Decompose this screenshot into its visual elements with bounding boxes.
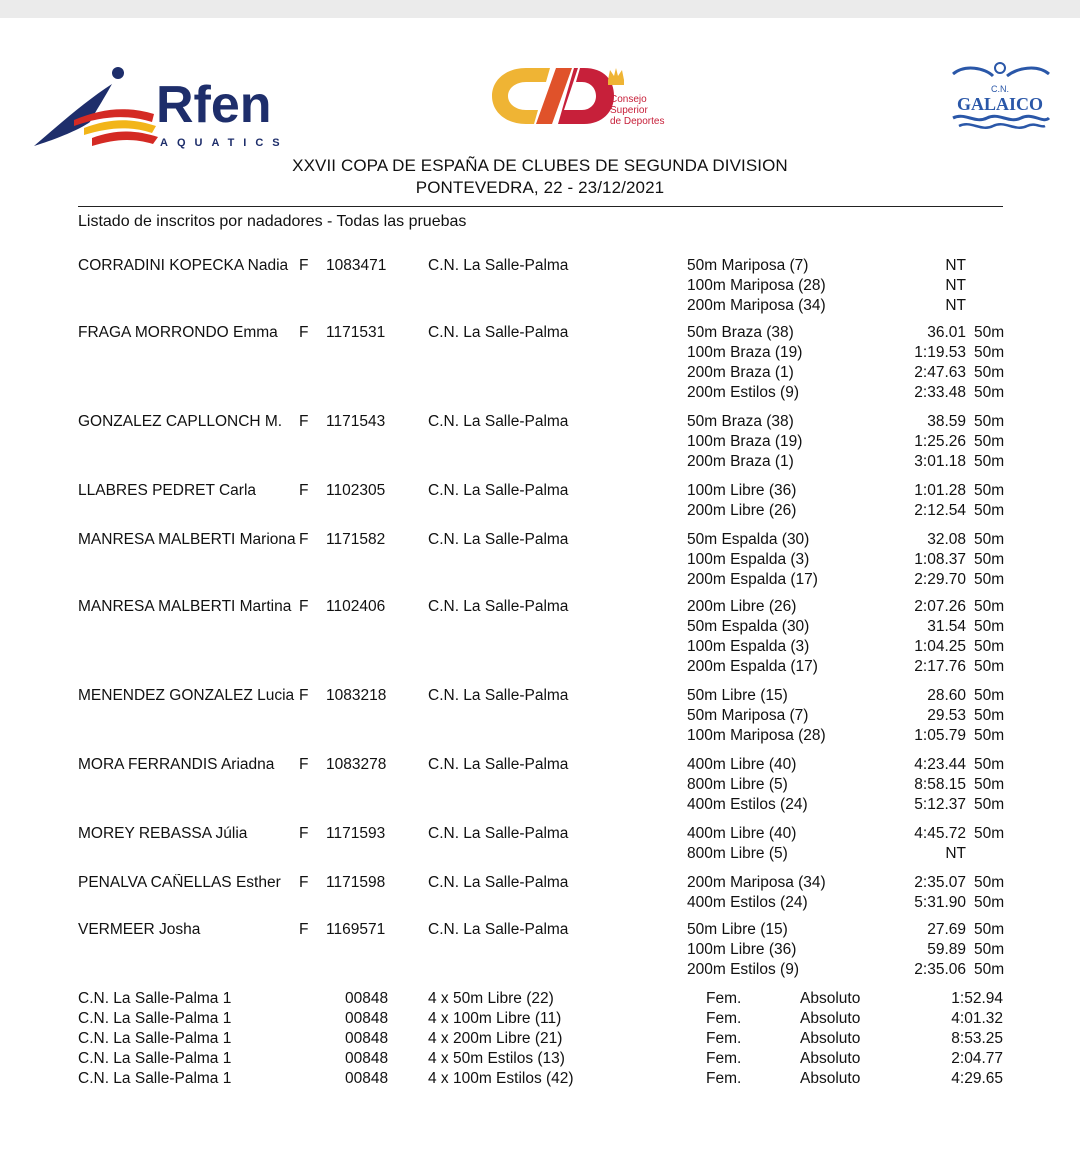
event-name: 50m Espalda (30): [687, 618, 810, 635]
swimmer-club: C.N. La Salle-Palma: [428, 324, 569, 341]
event-name: 50m Libre (15): [687, 921, 788, 938]
cn-galaico-logo: [945, 54, 1055, 136]
event-time: 31.54: [927, 618, 966, 635]
event-time: 5:12.37: [914, 796, 966, 813]
csd-logo-line2: Superior: [610, 105, 648, 116]
swimmer-name: GONZALEZ CAPLLONCH M.: [78, 413, 283, 430]
swimmer-license: 1102305: [326, 482, 386, 499]
swimmer-name: MENENDEZ GONZALEZ Lucia: [78, 687, 295, 704]
rfen-logo-text: Rfen: [156, 76, 272, 134]
swimmer-license: 1169571: [326, 921, 386, 938]
swimmer-license: 1083278: [326, 756, 387, 773]
event-pool: 50m: [974, 364, 1005, 381]
relay-time: 8:53.25: [951, 1030, 1003, 1047]
relay-time: 2:04.77: [951, 1050, 1003, 1067]
event-time: 1:08.37: [914, 551, 966, 568]
event-name: 200m Braza (1): [687, 364, 794, 381]
event-name: 400m Libre (40): [687, 825, 797, 842]
event-pool: 50m: [974, 384, 1005, 401]
event-name: 200m Estilos (9): [687, 961, 799, 978]
event-time: 2:35.07: [914, 874, 966, 891]
event-time: NT: [945, 297, 966, 314]
relay-team: C.N. La Salle-Palma 1: [78, 990, 232, 1007]
relay-code: 00848: [345, 1030, 389, 1047]
event-pool: 50m: [974, 502, 1005, 519]
event-time: 1:25.26: [914, 433, 966, 450]
event-pool: 50m: [974, 961, 1005, 978]
event-name: 50m Mariposa (7): [687, 707, 809, 724]
swimmer-sex: F: [299, 257, 309, 274]
event-time: NT: [945, 257, 966, 274]
event-name: 200m Mariposa (34): [687, 874, 826, 891]
event-time: 5:31.90: [914, 894, 966, 911]
competition-location-date: PONTEVEDRA, 22 - 23/12/2021: [415, 178, 665, 197]
event-time: 36.01: [927, 324, 966, 341]
swimmer-club: C.N. La Salle-Palma: [428, 413, 569, 430]
swimmer-name: LLABRES PEDRET Carla: [78, 482, 257, 499]
relay-time: 4:29.65: [951, 1070, 1003, 1087]
rfen-aquatics-logo: [32, 62, 302, 152]
relay-event: 4 x 50m Libre (22): [428, 990, 554, 1007]
event-name: 400m Estilos (24): [687, 796, 808, 813]
event-pool: 50m: [974, 941, 1005, 958]
event-name: 100m Mariposa (28): [687, 727, 826, 744]
event-pool: 50m: [974, 618, 1005, 635]
event-pool: 50m: [974, 756, 1005, 773]
event-time: 2:47.63: [914, 364, 966, 381]
event-time: NT: [945, 845, 966, 862]
event-name: 400m Estilos (24): [687, 894, 808, 911]
event-time: 1:01.28: [914, 482, 966, 499]
crown-icon: [608, 68, 624, 85]
event-pool: 50m: [974, 598, 1005, 615]
swimmer-sex: F: [299, 921, 309, 938]
relay-team: C.N. La Salle-Palma 1: [78, 1050, 232, 1067]
event-time: 29.53: [927, 707, 966, 724]
relay-team: C.N. La Salle-Palma 1: [78, 1030, 232, 1047]
relay-gender: Fem.: [706, 990, 742, 1007]
event-pool: 50m: [974, 324, 1005, 341]
swimmer-club: C.N. La Salle-Palma: [428, 687, 569, 704]
event-pool: 50m: [974, 894, 1005, 911]
event-name: 50m Espalda (30): [687, 531, 810, 548]
header-divider: [78, 206, 1003, 207]
event-time: 27.69: [927, 921, 966, 938]
event-name: 50m Libre (15): [687, 687, 788, 704]
event-pool: 50m: [974, 638, 1005, 655]
listing-title: Listado de inscritos por nadadores - Todas las pruebas: [78, 213, 467, 230]
relay-gender: Fem.: [706, 1050, 742, 1067]
relay-code: 00848: [345, 990, 389, 1007]
relay-gender: Fem.: [706, 1030, 742, 1047]
relay-code: 00848: [345, 1010, 389, 1027]
swimmer-name: MANRESA MALBERTI Martina: [78, 598, 292, 615]
swimmer-sex: F: [299, 324, 309, 341]
event-time: 1:19.53: [914, 344, 966, 361]
relay-time: 4:01.32: [951, 1010, 1003, 1027]
event-pool: 50m: [974, 921, 1005, 938]
relay-code: 00848: [345, 1050, 389, 1067]
event-name: 200m Estilos (9): [687, 384, 799, 401]
swimmer-license: 1171543: [326, 413, 386, 430]
event-pool: 50m: [974, 707, 1005, 724]
event-time: 2:07.26: [914, 598, 966, 615]
event-name: 50m Mariposa (7): [687, 257, 809, 274]
event-time: 32.08: [927, 531, 966, 548]
event-pool: 50m: [974, 727, 1005, 744]
rfen-logo-subtext: AQUATICS: [160, 137, 289, 149]
event-pool: 50m: [974, 482, 1005, 499]
relay-gender: Fem.: [706, 1010, 742, 1027]
swimmer-club: C.N. La Salle-Palma: [428, 874, 569, 891]
swimmer-license: 1171531: [326, 324, 386, 341]
relay-event: 4 x 100m Libre (11): [428, 1010, 562, 1027]
swimmer-club: C.N. La Salle-Palma: [428, 756, 569, 773]
event-time: 8:58.15: [914, 776, 966, 793]
relay-team: C.N. La Salle-Palma 1: [78, 1070, 232, 1087]
event-name: 100m Libre (36): [687, 482, 797, 499]
relay-category: Absoluto: [800, 1010, 861, 1027]
swimmer-license: 1102406: [326, 598, 386, 615]
swimmer-sex: F: [299, 756, 309, 773]
event-name: 800m Libre (5): [687, 776, 788, 793]
event-pool: 50m: [974, 433, 1005, 450]
event-name: 200m Espalda (17): [687, 658, 818, 675]
event-pool: 50m: [974, 551, 1005, 568]
event-pool: 50m: [974, 344, 1005, 361]
event-pool: 50m: [974, 453, 1005, 470]
relay-event: 4 x 50m Estilos (13): [428, 1050, 565, 1067]
event-pool: 50m: [974, 796, 1005, 813]
swimmer-name: MORA FERRANDIS Ariadna: [78, 756, 275, 773]
swimmer-club: C.N. La Salle-Palma: [428, 531, 569, 548]
event-time: 28.60: [927, 687, 966, 704]
swimmer-sex: F: [299, 825, 309, 842]
event-name: 400m Libre (40): [687, 756, 797, 773]
event-time: 2:17.76: [914, 658, 966, 675]
swimmer-sex: F: [299, 482, 309, 499]
relay-category: Absoluto: [800, 1070, 861, 1087]
swimmer-name: MOREY REBASSA Júlia: [78, 825, 248, 842]
swimmer-club: C.N. La Salle-Palma: [428, 598, 569, 615]
galaico-logo-line1: C.N.: [991, 84, 1009, 94]
relay-category: Absoluto: [800, 1030, 861, 1047]
event-pool: 50m: [974, 776, 1005, 793]
relay-category: Absoluto: [800, 1050, 861, 1067]
event-name: 100m Braza (19): [687, 344, 803, 361]
swimmer-sex: F: [299, 531, 309, 548]
event-name: 50m Braza (38): [687, 413, 794, 430]
swimmer-club: C.N. La Salle-Palma: [428, 825, 569, 842]
swimmer-name: CORRADINI KOPECKA Nadia: [78, 257, 289, 274]
relay-gender: Fem.: [706, 1070, 742, 1087]
swimmer-name: FRAGA MORRONDO Emma: [78, 324, 278, 341]
event-time: 1:05.79: [914, 727, 966, 744]
swimmer-license: 1171598: [326, 874, 386, 891]
event-name: 200m Espalda (17): [687, 571, 818, 588]
event-name: 200m Libre (26): [687, 502, 797, 519]
swimmer-sex: F: [299, 687, 309, 704]
event-name: 50m Braza (38): [687, 324, 794, 341]
swimmer-club: C.N. La Salle-Palma: [428, 921, 569, 938]
swimmer-club: C.N. La Salle-Palma: [428, 482, 569, 499]
swimmer-name: VERMEER Josha: [78, 921, 201, 938]
event-pool: 50m: [974, 571, 1005, 588]
relay-time: 1:52.94: [951, 990, 1003, 1007]
swimmer-license: 1171593: [326, 825, 386, 842]
relay-category: Absoluto: [800, 990, 861, 1007]
swimmer-sex: F: [299, 598, 309, 615]
relay-team: C.N. La Salle-Palma 1: [78, 1010, 232, 1027]
event-pool: 50m: [974, 687, 1005, 704]
competition-title: XXVII COPA DE ESPAÑA DE CLUBES DE SEGUNDA DIVISION: [292, 156, 788, 175]
event-pool: 50m: [974, 413, 1005, 430]
csd-logo-line3: de Deportes: [610, 116, 665, 127]
event-pool: 50m: [974, 874, 1005, 891]
event-name: 100m Braza (19): [687, 433, 803, 450]
swimmer-club: C.N. La Salle-Palma: [428, 257, 569, 274]
relay-code: 00848: [345, 1070, 389, 1087]
event-time: 4:23.44: [914, 756, 966, 773]
event-time: 59.89: [927, 941, 966, 958]
swimmer-sex: F: [299, 874, 309, 891]
event-time: 2:35.06: [914, 961, 966, 978]
document-page: [0, 18, 1080, 1159]
galaico-logo-line2: GALAICO: [956, 94, 1044, 114]
event-time: 3:01.18: [914, 453, 966, 470]
event-name: 200m Libre (26): [687, 598, 797, 615]
swimmer-name: MANRESA MALBERTI Mariona: [78, 531, 296, 548]
swimmer-license: 1083471: [326, 257, 387, 274]
event-name: 100m Libre (36): [687, 941, 797, 958]
event-time: 4:45.72: [914, 825, 966, 842]
event-pool: 50m: [974, 531, 1005, 548]
relay-event: 4 x 100m Estilos (42): [428, 1070, 574, 1087]
event-name: 200m Braza (1): [687, 453, 794, 470]
swimmer-license: 1083218: [326, 687, 387, 704]
event-name: 800m Libre (5): [687, 845, 788, 862]
event-time: 2:12.54: [914, 502, 966, 519]
event-name: 100m Espalda (3): [687, 638, 810, 655]
event-time: 2:29.70: [914, 571, 966, 588]
event-name: 100m Espalda (3): [687, 551, 810, 568]
swimmer-license: 1171582: [326, 531, 386, 548]
event-time: NT: [945, 277, 966, 294]
swimmer-sex: F: [299, 413, 309, 430]
event-name: 200m Mariposa (34): [687, 297, 826, 314]
swimmer-name: PENALVA CAÑELLAS Esther: [78, 874, 281, 891]
event-time: 1:04.25: [914, 638, 966, 655]
csd-logo-line1: Consejo: [610, 94, 647, 105]
event-pool: 50m: [974, 658, 1005, 675]
event-name: 100m Mariposa (28): [687, 277, 826, 294]
event-time: 2:33.48: [914, 384, 966, 401]
csd-logo: [486, 56, 686, 138]
relay-event: 4 x 200m Libre (21): [428, 1030, 563, 1047]
event-time: 38.59: [927, 413, 966, 430]
event-pool: 50m: [974, 825, 1005, 842]
